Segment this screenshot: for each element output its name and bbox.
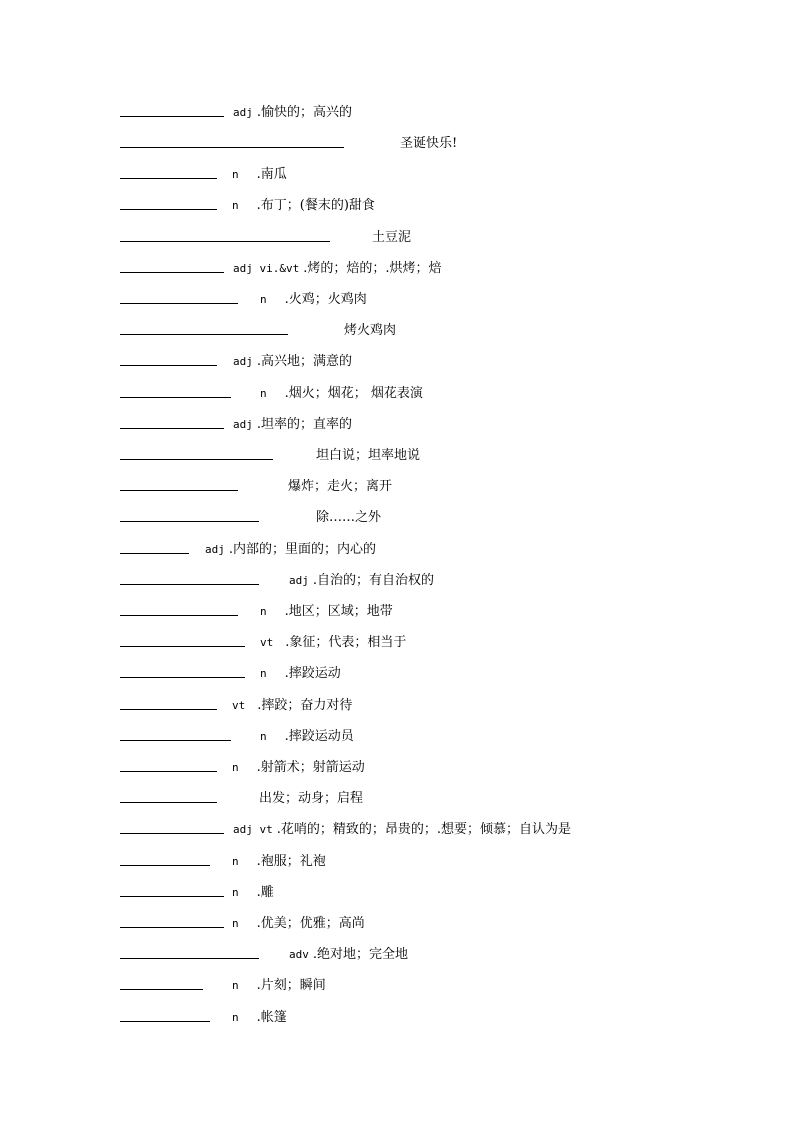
part-of-speech: n <box>260 293 267 306</box>
answer-blank[interactable] <box>120 116 224 117</box>
answer-blank[interactable] <box>120 209 217 210</box>
part-of-speech: vt <box>232 699 246 712</box>
definition <box>232 914 365 934</box>
meaning: .象征；代表；相当于 <box>285 635 407 650</box>
definition <box>232 1008 287 1028</box>
vocab-row <box>0 727 794 747</box>
meaning: 除……之外 <box>316 510 382 525</box>
definition <box>289 571 434 591</box>
answer-blank[interactable] <box>120 553 189 554</box>
definition <box>316 508 381 528</box>
definition <box>233 352 352 372</box>
part-of-speech: n <box>232 1011 239 1024</box>
definition <box>232 976 326 996</box>
vocab-row <box>0 415 794 435</box>
meaning: 坦白说；坦率地说 <box>316 448 421 463</box>
definition <box>233 415 352 435</box>
meaning: .地区；区域；地带 <box>284 604 393 619</box>
definition <box>316 446 420 466</box>
answer-blank[interactable] <box>120 802 217 803</box>
meaning: .射箭术；射箭运动 <box>256 760 365 775</box>
answer-blank[interactable] <box>120 397 231 398</box>
part-of-speech: adj vi.&vt <box>233 262 300 275</box>
meaning: 出发；动身；启程 <box>259 791 364 806</box>
part-of-speech: adj <box>205 543 225 556</box>
answer-blank[interactable] <box>120 147 344 148</box>
meaning: .愉快的；高兴的 <box>256 105 353 120</box>
vocab-row <box>0 259 794 279</box>
vocab-row <box>0 446 794 466</box>
vocab-row <box>0 103 794 123</box>
answer-blank[interactable] <box>120 490 238 491</box>
meaning: .摔跤运动 <box>284 666 341 681</box>
answer-blank[interactable] <box>120 428 224 429</box>
part-of-speech: adj <box>289 574 309 587</box>
answer-blank[interactable] <box>120 241 330 242</box>
meaning: .高兴地；满意的 <box>256 354 353 369</box>
part-of-speech: n <box>232 168 239 181</box>
answer-blank[interactable] <box>120 365 217 366</box>
meaning: .火鸡；火鸡肉 <box>284 292 367 307</box>
meaning: .烟火；烟花； 烟花表演 <box>284 386 423 401</box>
definition <box>260 664 341 684</box>
meaning: 圣诞快乐! <box>400 136 458 151</box>
part-of-speech: vt <box>260 636 274 649</box>
meaning: .布丁；(餐末的)甜食 <box>256 198 375 213</box>
definition <box>205 540 376 560</box>
definition <box>232 852 326 872</box>
meaning: .雕 <box>256 885 274 900</box>
answer-blank[interactable] <box>120 771 217 772</box>
vocab-row <box>0 789 794 809</box>
meaning: .自治的；有自治权的 <box>312 573 435 588</box>
definition <box>232 165 287 185</box>
answer-blank[interactable] <box>120 584 259 585</box>
part-of-speech: n <box>232 979 239 992</box>
answer-blank[interactable] <box>120 958 259 959</box>
meaning: .优美；优雅；高尚 <box>256 916 365 931</box>
answer-blank[interactable] <box>120 865 210 866</box>
meaning: .摔跤；奋力对待 <box>257 698 353 713</box>
vocab-row <box>0 290 794 310</box>
definition <box>232 696 352 716</box>
answer-blank[interactable] <box>120 303 238 304</box>
meaning: .南瓜 <box>256 167 287 182</box>
vocab-row <box>0 602 794 622</box>
definition <box>233 103 352 123</box>
meaning: .花哨的；精致的；昂贵的；.想要；倾慕；自认为是 <box>276 822 572 837</box>
vocab-row <box>0 976 794 996</box>
vocab-row <box>0 196 794 216</box>
meaning: .摔跤运动员 <box>284 729 354 744</box>
meaning: .帐篷 <box>256 1010 287 1025</box>
meaning: .烤的；焙的；.烘烤；焙 <box>303 261 442 276</box>
definition <box>260 727 354 747</box>
vocab-row <box>0 696 794 716</box>
part-of-speech: n <box>260 387 267 400</box>
vocab-row <box>0 228 794 248</box>
part-of-speech: adj vt <box>233 823 273 836</box>
definition <box>233 820 571 840</box>
answer-blank[interactable] <box>120 615 238 616</box>
definition <box>259 789 363 809</box>
vocab-row <box>0 633 794 653</box>
vocab-row <box>0 165 794 185</box>
definition <box>400 134 457 154</box>
answer-blank[interactable] <box>120 833 224 834</box>
part-of-speech: n <box>260 605 267 618</box>
answer-blank[interactable] <box>120 1021 210 1022</box>
definition <box>372 228 411 248</box>
vocab-row <box>0 914 794 934</box>
answer-blank[interactable] <box>120 178 217 179</box>
vocab-row <box>0 664 794 684</box>
vocab-row <box>0 1008 794 1028</box>
part-of-speech: n <box>232 761 239 774</box>
meaning: 爆炸；走火；离开 <box>288 479 393 494</box>
definition <box>260 633 406 653</box>
definition <box>260 384 423 404</box>
answer-blank[interactable] <box>120 927 224 928</box>
answer-blank[interactable] <box>120 646 245 647</box>
answer-blank[interactable] <box>120 521 259 522</box>
definition <box>260 290 367 310</box>
vocab-row <box>0 758 794 778</box>
part-of-speech: n <box>232 855 239 868</box>
vocab-row <box>0 321 794 341</box>
answer-blank[interactable] <box>120 740 231 741</box>
definition <box>260 602 393 622</box>
vocab-row <box>0 477 794 497</box>
answer-blank[interactable] <box>120 677 245 678</box>
definition <box>232 196 375 216</box>
vocab-row <box>0 571 794 591</box>
answer-blank[interactable] <box>120 334 288 335</box>
vocab-row <box>0 352 794 372</box>
part-of-speech: n <box>232 199 239 212</box>
definition <box>232 883 274 903</box>
meaning: .袍服；礼袍 <box>256 854 326 869</box>
vocab-row <box>0 883 794 903</box>
definition <box>344 321 396 341</box>
meaning: .绝对地；完全地 <box>312 947 409 962</box>
part-of-speech: n <box>232 886 239 899</box>
vocab-row <box>0 945 794 965</box>
definition <box>232 758 365 778</box>
part-of-speech: n <box>260 667 267 680</box>
meaning: .坦率的；直率的 <box>256 417 353 432</box>
vocab-row <box>0 852 794 872</box>
part-of-speech: adj <box>233 418 253 431</box>
meaning: 土豆泥 <box>372 230 412 245</box>
part-of-speech: n <box>260 730 267 743</box>
vocab-row <box>0 508 794 528</box>
vocab-row <box>0 134 794 154</box>
meaning: .片刻；瞬间 <box>256 978 326 993</box>
answer-blank[interactable] <box>120 896 224 897</box>
answer-blank[interactable] <box>120 459 273 460</box>
part-of-speech: adj <box>233 106 253 119</box>
vocab-row <box>0 384 794 404</box>
part-of-speech: n <box>232 917 239 930</box>
answer-blank[interactable] <box>120 989 203 990</box>
meaning: .内部的；里面的；内心的 <box>228 542 377 557</box>
definition <box>289 945 408 965</box>
part-of-speech: adj <box>233 355 253 368</box>
answer-blank[interactable] <box>120 272 224 273</box>
definition <box>288 477 392 497</box>
vocab-row <box>0 540 794 560</box>
part-of-speech: adv <box>289 948 309 961</box>
meaning: 烤火鸡肉 <box>344 323 397 338</box>
definition <box>233 259 442 279</box>
answer-blank[interactable] <box>120 709 217 710</box>
vocab-row <box>0 820 794 840</box>
